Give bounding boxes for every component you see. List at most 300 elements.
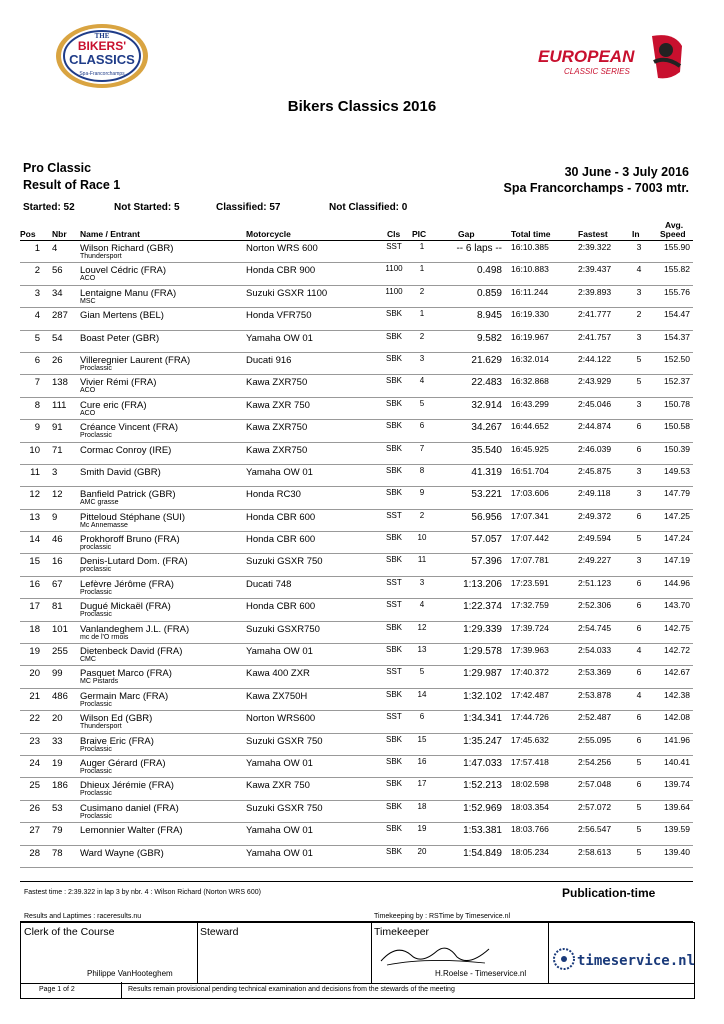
cell-pos: 4 bbox=[34, 310, 40, 322]
cell-cls: 1100 bbox=[385, 286, 403, 296]
cell-in: 4 bbox=[636, 645, 642, 656]
cell-cls: SBK bbox=[385, 376, 402, 386]
cell-name: Denis-Lutard Dom. (FRA) bbox=[80, 556, 188, 568]
cell-fastest: 2:54.256 bbox=[578, 756, 612, 767]
cell-in: 5 bbox=[636, 533, 642, 544]
cell-nbr: 78 bbox=[52, 847, 63, 859]
cell-entrant: ACO bbox=[80, 387, 96, 395]
cell-total: 18:03.766 bbox=[511, 824, 549, 835]
table-row bbox=[0, 689, 724, 711]
cell-nbr: 91 bbox=[52, 422, 63, 434]
cell-in: 3 bbox=[636, 488, 642, 499]
cell-nbr: 138 bbox=[52, 377, 68, 389]
row-divider bbox=[20, 867, 693, 868]
cell-total: 17:32.759 bbox=[511, 600, 549, 611]
cell-total: 16:19.967 bbox=[511, 331, 549, 342]
cell-in: 5 bbox=[636, 846, 642, 857]
cell-speed: 154.47 bbox=[664, 309, 690, 320]
cell-nbr: 99 bbox=[52, 668, 63, 680]
cell-in: 6 bbox=[636, 734, 642, 745]
cell-fastest: 2:57.048 bbox=[578, 779, 612, 790]
cell-nbr: 3 bbox=[52, 466, 58, 478]
cell-moto: Kawa ZXR 750 bbox=[246, 399, 310, 411]
cell-speed: 139.74 bbox=[664, 779, 690, 790]
cell-entrant: Proclassic bbox=[80, 364, 112, 372]
cell-pos: 3 bbox=[34, 287, 40, 299]
cell-gap: 56.956 bbox=[471, 511, 502, 523]
cell-entrant: Proclassic bbox=[80, 700, 112, 708]
cell-nbr: 34 bbox=[52, 287, 63, 299]
cell-fastest: 2:55.095 bbox=[578, 734, 612, 745]
cell-entrant: ACO bbox=[80, 275, 96, 283]
cell-nbr: 33 bbox=[52, 735, 63, 747]
cell-in: 6 bbox=[636, 600, 642, 611]
cell-pos: 28 bbox=[29, 847, 40, 859]
table-row bbox=[0, 465, 724, 487]
results-source: Results and Laptimes : raceresults.nu bbox=[24, 913, 142, 920]
cell-pos: 23 bbox=[29, 735, 40, 747]
cell-cls: SBK bbox=[385, 398, 402, 408]
timeservice-brand: timeservice.nl bbox=[577, 953, 696, 969]
cell-pic: 3 bbox=[419, 577, 425, 587]
cell-fastest: 2:49.594 bbox=[578, 533, 612, 544]
cell-pos: 19 bbox=[29, 646, 40, 658]
cell-nbr: 255 bbox=[52, 646, 68, 658]
cell-speed: 149.53 bbox=[664, 465, 690, 476]
cell-cls: SBK bbox=[385, 555, 402, 565]
table-row bbox=[0, 443, 724, 465]
table-row bbox=[0, 778, 724, 800]
cell-moto: Honda CBR 600 bbox=[246, 601, 316, 613]
cell-pic: 15 bbox=[417, 734, 427, 744]
cell-cls: SBK bbox=[385, 645, 402, 655]
cell-pos: 16 bbox=[29, 578, 40, 590]
cell-moto: Yamaha OW 01 bbox=[246, 825, 313, 837]
cell-pos: 20 bbox=[29, 668, 40, 680]
cell-nbr: 26 bbox=[52, 354, 63, 366]
table-row bbox=[0, 308, 724, 330]
cell-name: Auger Gérard (FRA) bbox=[80, 757, 166, 769]
table-row bbox=[0, 510, 724, 532]
table-row bbox=[0, 577, 724, 599]
cell-nbr: 56 bbox=[52, 265, 63, 277]
cell-pic: 1 bbox=[419, 242, 425, 251]
cell-nbr: 19 bbox=[52, 757, 63, 769]
cell-in: 5 bbox=[636, 376, 642, 387]
cell-entrant: ACO bbox=[80, 409, 96, 417]
cell-pos: 17 bbox=[29, 601, 40, 613]
cell-gap: 1:32.102 bbox=[463, 690, 502, 702]
cell-in: 3 bbox=[636, 398, 642, 409]
cell-fastest: 2:49.227 bbox=[578, 555, 612, 566]
cell-total: 16:32.014 bbox=[511, 353, 549, 364]
cell-total: 16:45.925 bbox=[511, 443, 549, 454]
cell-gap: 53.221 bbox=[471, 489, 502, 501]
fastest-time-note: Fastest time : 2:39.322 in lap 3 by nbr. 4 : Wilson Richard (Norton WRS 600) bbox=[24, 889, 261, 896]
cell-total: 17:03.606 bbox=[511, 488, 549, 499]
cell-pic: 3 bbox=[419, 353, 425, 363]
cell-fastest: 2:53.878 bbox=[578, 689, 612, 700]
cell-speed: 155.82 bbox=[664, 264, 690, 275]
cell-fastest: 2:52.487 bbox=[578, 712, 612, 723]
cell-name: Braive Eric (FRA) bbox=[80, 735, 154, 747]
cell-pos: 11 bbox=[30, 466, 40, 478]
cell-nbr: 101 bbox=[52, 623, 68, 635]
cell-in: 6 bbox=[636, 510, 642, 521]
table-row bbox=[0, 734, 724, 756]
cell-in: 6 bbox=[636, 667, 642, 678]
cell-name: Villeregnier Laurent (FRA) bbox=[80, 354, 191, 366]
timeservice-clock-icon bbox=[552, 947, 576, 971]
cell-name: Banfield Patrick (GBR) bbox=[80, 489, 176, 501]
cell-gap: 1:52.969 bbox=[463, 802, 502, 814]
cell-entrant: AMC grasse bbox=[80, 499, 119, 507]
cell-total: 17:42.487 bbox=[511, 689, 549, 700]
bikers-classics-logo bbox=[54, 22, 150, 90]
table-row bbox=[0, 644, 724, 666]
col-speed-line2: Speed bbox=[660, 229, 686, 239]
cell-name: Wilson Ed (GBR) bbox=[80, 713, 153, 725]
cell-total: 16:10.385 bbox=[511, 242, 549, 252]
cell-in: 6 bbox=[636, 421, 642, 432]
event-circuit: Spa Francorchamps - 7003 mtr. bbox=[503, 181, 689, 195]
cell-gap: 1:29.339 bbox=[463, 623, 502, 635]
cell-moto: Honda RC30 bbox=[246, 489, 301, 501]
cell-speed: 142.72 bbox=[664, 645, 690, 656]
cell-pic: 1 bbox=[419, 264, 425, 274]
race-category-block bbox=[23, 160, 120, 194]
cell-moto: Honda VFR750 bbox=[246, 310, 312, 322]
cell-name: Pasquet Marco (FRA) bbox=[80, 668, 172, 680]
cell-fastest: 2:44.874 bbox=[578, 421, 612, 432]
col-fastest: Fastest bbox=[578, 229, 608, 239]
cell-entrant: Proclassic bbox=[80, 812, 112, 820]
european-classic-series-logo bbox=[534, 32, 684, 84]
cell-in: 6 bbox=[636, 622, 642, 633]
cell-fastest: 2:39.893 bbox=[578, 286, 612, 297]
svg-text:BIKERS': BIKERS' bbox=[77, 39, 127, 53]
table-row bbox=[0, 353, 724, 375]
cell-pos: 7 bbox=[34, 377, 40, 389]
cell-fastest: 2:56.547 bbox=[578, 824, 612, 835]
cell-moto: Kawa 400 ZXR bbox=[246, 668, 310, 680]
cell-entrant: Mc Annemasse bbox=[80, 521, 128, 529]
cell-name: Lemonnier Walter (FRA) bbox=[80, 825, 183, 837]
cell-pic: 14 bbox=[417, 689, 427, 699]
cell-total: 18:02.598 bbox=[511, 779, 549, 790]
results-table-body bbox=[0, 241, 724, 868]
cell-nbr: 81 bbox=[52, 601, 63, 613]
cell-pic: 5 bbox=[419, 667, 425, 677]
cell-cls: 1100 bbox=[385, 264, 403, 274]
cell-speed: 155.76 bbox=[664, 286, 690, 297]
cell-nbr: 9 bbox=[52, 511, 58, 523]
timekeeper-signature-icon bbox=[377, 939, 497, 969]
cell-nbr: 486 bbox=[52, 690, 68, 702]
cell-pos: 24 bbox=[29, 757, 40, 769]
result-label: Result of Race 1 bbox=[23, 178, 121, 192]
cell-entrant: MSC bbox=[80, 297, 96, 305]
cell-cls: SBK bbox=[385, 331, 402, 341]
cell-cls: SBK bbox=[385, 488, 402, 498]
cell-pic: 2 bbox=[419, 286, 425, 296]
table-row bbox=[0, 622, 724, 644]
cell-name: Lentaigne Manu (FRA) bbox=[80, 287, 177, 299]
cell-name: Dugué Mickaël (FRA) bbox=[80, 601, 171, 613]
cell-nbr: 46 bbox=[52, 534, 63, 546]
cell-pic: 17 bbox=[417, 779, 427, 789]
cell-in: 4 bbox=[636, 264, 642, 275]
cell-cls: SBK bbox=[385, 846, 402, 856]
cell-in: 2 bbox=[636, 309, 642, 320]
cell-speed: 143.70 bbox=[664, 600, 690, 611]
cell-entrant: Proclassic bbox=[80, 432, 112, 440]
cell-moto: Kawa ZXR750 bbox=[246, 377, 308, 389]
cell-moto: Norton WRS600 bbox=[246, 713, 316, 725]
table-bottom-divider bbox=[20, 881, 693, 882]
cell-moto: Honda CBR 600 bbox=[246, 534, 316, 546]
cell-pic: 12 bbox=[417, 622, 427, 632]
cell-pos: 27 bbox=[29, 825, 40, 837]
cell-pic: 1 bbox=[419, 309, 425, 319]
cell-name: Gian Mertens (BEL) bbox=[80, 310, 164, 322]
cell-speed: 142.67 bbox=[664, 667, 690, 678]
cell-fastest: 2:45.875 bbox=[578, 465, 612, 476]
cell-moto: Kawa ZXR 750 bbox=[246, 780, 310, 792]
cell-gap: 0.859 bbox=[476, 287, 502, 299]
cell-moto: Suzuki GSXR750 bbox=[246, 623, 320, 635]
cell-gap: 35.540 bbox=[471, 444, 502, 456]
event-info-block bbox=[504, 164, 690, 196]
stat-not-started: Not Started: 5 bbox=[114, 202, 180, 213]
cell-moto: Yamaha OW 01 bbox=[246, 646, 313, 658]
cell-moto: Suzuki GSXR 750 bbox=[246, 802, 323, 814]
cell-total: 16:11.244 bbox=[511, 286, 549, 297]
table-row bbox=[0, 286, 724, 308]
svg-text:EUROPEAN: EUROPEAN bbox=[538, 47, 635, 66]
clerk-name: Philippe VanHooteghem bbox=[87, 969, 173, 978]
cell-gap: 1:53.381 bbox=[463, 825, 502, 837]
cell-fastest: 2:49.372 bbox=[578, 510, 612, 521]
cell-pos: 6 bbox=[34, 354, 40, 366]
cell-gap: 1:35.247 bbox=[463, 735, 502, 747]
timekeeper-label: Timekeeper bbox=[374, 926, 430, 938]
cell-nbr: 20 bbox=[52, 713, 63, 725]
table-row bbox=[0, 554, 724, 576]
cell-pos: 25 bbox=[29, 780, 40, 792]
cell-gap: 1:47.033 bbox=[463, 757, 502, 769]
cell-in: 3 bbox=[636, 286, 642, 297]
cell-in: 5 bbox=[636, 353, 642, 364]
cell-entrant: Thundersport bbox=[80, 723, 122, 731]
cell-gap: 41.319 bbox=[471, 466, 502, 478]
table-row bbox=[0, 532, 724, 554]
page-indicator: Page 1 of 2 bbox=[39, 986, 75, 993]
cell-speed: 147.79 bbox=[664, 488, 690, 499]
cell-total: 17:57.418 bbox=[511, 756, 549, 767]
cell-moto: Yamaha OW 01 bbox=[246, 466, 313, 478]
table-row bbox=[0, 666, 724, 688]
col-in: In bbox=[632, 229, 640, 239]
svg-text:CLASSIC SERIES: CLASSIC SERIES bbox=[564, 67, 630, 76]
cell-gap: 57.396 bbox=[471, 556, 502, 568]
cell-fastest: 2:41.777 bbox=[578, 309, 612, 320]
cell-cls: SBK bbox=[385, 309, 402, 319]
cell-in: 3 bbox=[636, 555, 642, 566]
cell-cls: SBK bbox=[385, 353, 402, 363]
table-row bbox=[0, 487, 724, 509]
cell-speed: 154.37 bbox=[664, 331, 690, 342]
cell-cls: SBK bbox=[385, 443, 402, 453]
cell-in: 5 bbox=[636, 801, 642, 812]
table-row bbox=[0, 263, 724, 285]
cell-cls: SBK bbox=[385, 421, 402, 431]
cell-cls: SBK bbox=[385, 824, 402, 834]
cell-entrant: Proclassic bbox=[80, 745, 112, 753]
svg-text:Spa-Francorchamps: Spa-Francorchamps bbox=[79, 71, 125, 77]
page-footer-bar bbox=[20, 982, 695, 999]
cell-in: 3 bbox=[636, 465, 642, 476]
cell-pos: 9 bbox=[34, 422, 40, 434]
cell-pic: 10 bbox=[417, 533, 427, 543]
cell-total: 17:39.724 bbox=[511, 622, 549, 633]
cell-speed: 150.39 bbox=[664, 443, 690, 454]
cell-fastest: 2:41.757 bbox=[578, 331, 612, 342]
category-label: Pro Classic bbox=[23, 161, 92, 175]
cell-entrant: proclassic bbox=[80, 544, 112, 552]
cell-cls: SBK bbox=[385, 465, 402, 475]
cell-total: 17:45.632 bbox=[511, 734, 549, 745]
cell-total: 16:10.883 bbox=[511, 264, 549, 275]
cell-name: Ward Wayne (GBR) bbox=[80, 847, 164, 859]
cell-nbr: 16 bbox=[52, 556, 63, 568]
col-pic: PIC bbox=[412, 229, 427, 239]
cell-fastest: 2:49.118 bbox=[578, 488, 611, 499]
cell-name: Cormac Conroy (IRE) bbox=[80, 444, 172, 456]
cell-fastest: 2:39.322 bbox=[578, 242, 612, 252]
cell-gap: -- 6 laps -- bbox=[456, 243, 502, 254]
cell-speed: 140.41 bbox=[664, 756, 690, 767]
cell-moto: Norton WRS 600 bbox=[246, 243, 318, 254]
cell-speed: 142.38 bbox=[664, 689, 690, 700]
cell-nbr: 287 bbox=[52, 310, 68, 322]
cell-gap: 1:34.341 bbox=[463, 713, 502, 725]
cell-pic: 4 bbox=[419, 376, 425, 386]
cell-entrant: mc de l'O rmois bbox=[80, 633, 129, 641]
cell-moto: Kawa ZX750H bbox=[246, 690, 308, 702]
stat-not-classified: Not Classified: 0 bbox=[329, 202, 408, 213]
cell-name: Louvel Cédric (FRA) bbox=[80, 265, 167, 277]
steward-label: Steward bbox=[200, 926, 239, 938]
cell-speed: 139.64 bbox=[664, 801, 690, 812]
cell-pos: 14 bbox=[29, 534, 40, 546]
cell-pic: 4 bbox=[419, 600, 425, 610]
cell-gap: 21.629 bbox=[471, 354, 502, 366]
cell-cls: SBK bbox=[385, 756, 402, 766]
cell-name: Cure eric (FRA) bbox=[80, 399, 147, 411]
table-row bbox=[0, 823, 724, 845]
cell-pic: 6 bbox=[419, 712, 425, 722]
table-row bbox=[0, 375, 724, 397]
cell-fastest: 2:53.369 bbox=[578, 667, 612, 678]
cell-in: 6 bbox=[636, 779, 642, 790]
cell-pos: 5 bbox=[34, 332, 40, 344]
cell-nbr: 79 bbox=[52, 825, 63, 837]
clerk-label: Clerk of the Course bbox=[24, 926, 115, 938]
cell-speed: 139.40 bbox=[664, 846, 690, 857]
cell-moto: Honda CBR 900 bbox=[246, 265, 316, 277]
cell-total: 16:51.704 bbox=[511, 465, 549, 476]
cell-pic: 7 bbox=[419, 443, 425, 453]
cell-fastest: 2:44.122 bbox=[578, 353, 612, 364]
cell-cls: SBK bbox=[385, 779, 402, 789]
cell-pic: 19 bbox=[417, 824, 427, 834]
cell-total: 17:07.442 bbox=[511, 533, 549, 544]
cell-entrant: Proclassic bbox=[80, 767, 112, 775]
cell-fastest: 2:54.745 bbox=[578, 622, 612, 633]
cell-moto: Kawa ZXR750 bbox=[246, 422, 308, 434]
cell-pos: 12 bbox=[29, 489, 40, 501]
cell-cls: SBK bbox=[385, 801, 402, 811]
cell-cls: SBK bbox=[385, 734, 402, 744]
cell-name: Wilson Richard (GBR) bbox=[80, 243, 174, 254]
cell-name: Cusimano daniel (FRA) bbox=[80, 802, 179, 814]
cell-entrant: Thundersport bbox=[80, 253, 122, 260]
cell-name: Vanlandeghem J.L. (FRA) bbox=[80, 623, 190, 635]
cell-speed: 150.78 bbox=[664, 398, 690, 409]
cell-gap: 34.267 bbox=[471, 422, 502, 434]
publication-time-label: Publication-time bbox=[562, 886, 656, 900]
cell-nbr: 186 bbox=[52, 780, 68, 792]
cell-entrant: Proclassic bbox=[80, 588, 112, 596]
cell-pic: 6 bbox=[419, 421, 425, 431]
cell-total: 17:07.341 bbox=[511, 510, 549, 521]
cell-pic: 20 bbox=[417, 846, 427, 856]
cell-gap: 0.498 bbox=[476, 265, 502, 277]
cell-in: 4 bbox=[636, 689, 642, 700]
cell-gap: 32.914 bbox=[471, 399, 502, 411]
cell-name: Pitteloud Stéphane (SUI) bbox=[80, 511, 186, 523]
cell-fastest: 2:43.929 bbox=[578, 376, 612, 387]
cell-pos: 21 bbox=[29, 690, 40, 702]
cell-pic: 13 bbox=[417, 645, 427, 655]
cell-in: 6 bbox=[636, 577, 642, 588]
cell-in: 6 bbox=[636, 712, 642, 723]
cell-speed: 152.37 bbox=[664, 376, 690, 387]
cell-moto: Honda CBR 600 bbox=[246, 511, 316, 523]
col-speed-line1: Avg. bbox=[665, 220, 684, 230]
cell-speed: 152.50 bbox=[664, 353, 690, 364]
page-title: Bikers Classics 2016 bbox=[287, 98, 437, 115]
col-motorcycle: Motorcycle bbox=[246, 229, 291, 239]
cell-nbr: 12 bbox=[52, 489, 63, 501]
cell-entrant: proclassic bbox=[80, 566, 112, 574]
cell-cls: SST bbox=[386, 712, 402, 722]
cell-pic: 9 bbox=[419, 488, 425, 498]
cell-nbr: 54 bbox=[52, 332, 63, 344]
cell-pos: 13 bbox=[29, 511, 40, 523]
cell-name: Prokhoroff Bruno (FRA) bbox=[80, 534, 180, 546]
cell-nbr: 111 bbox=[52, 399, 67, 411]
cell-pic: 18 bbox=[417, 801, 427, 811]
cell-gap: 1:54.849 bbox=[463, 847, 502, 859]
table-row bbox=[0, 420, 724, 442]
cell-pic: 8 bbox=[419, 465, 425, 475]
cell-nbr: 67 bbox=[52, 578, 63, 590]
cell-speed: 139.59 bbox=[664, 824, 690, 835]
cell-total: 18:05.234 bbox=[511, 846, 549, 857]
cell-cls: SST bbox=[386, 577, 402, 587]
